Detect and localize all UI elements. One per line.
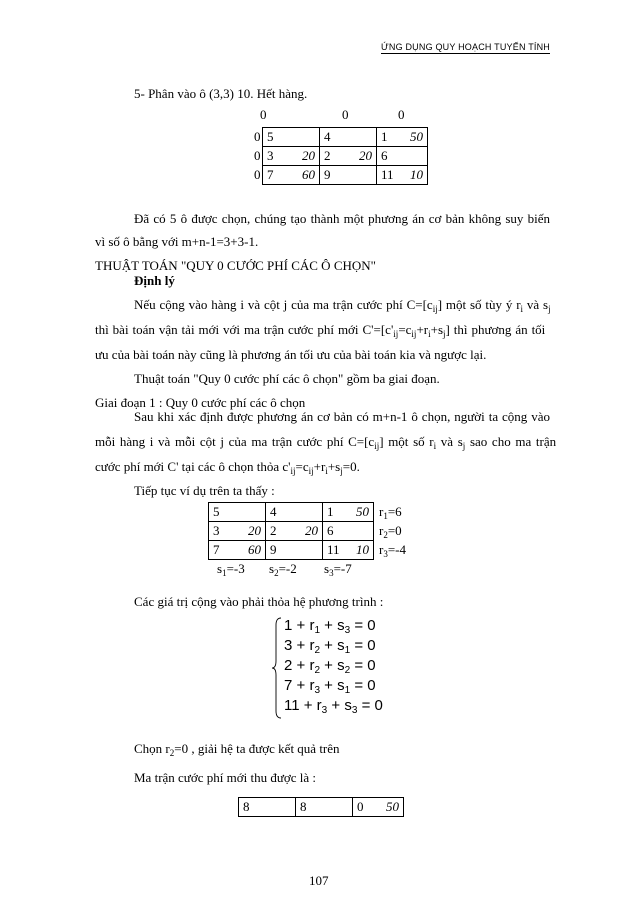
- system-intro: Các giá trị cộng vào phải thỏa hệ phương trình :: [134, 594, 384, 609]
- table1-row-label: 0: [254, 148, 261, 163]
- cell-cost: 5: [213, 504, 220, 519]
- cell-cost: 11: [327, 542, 340, 557]
- phase1-line-2: mỗi hàng i và mỗi cột j của ma trận cước phí $C=[c_{ij}]$ một số $r_i$ và $s_j$ sao cho ma trận: [95, 434, 557, 451]
- equation-line: $2 + r_2 + s_2 = 0$: [284, 657, 376, 676]
- cell-cost: 8: [300, 799, 307, 814]
- phase1-title: Giai đoạn 1 : Quy 0 cước phí các ô chọn: [95, 395, 306, 410]
- table1-col-header: 0: [260, 107, 267, 122]
- cell-cost: 2: [324, 148, 331, 163]
- cell-cost: 3: [213, 523, 220, 538]
- equation-line: $11 + r_3 + s_3 = 0$: [284, 697, 383, 716]
- cell-cost: 5: [267, 129, 274, 144]
- theorem-line-3: ưu của bài toán này cũng là phương án tối ưu của bài toán kia và ngược lại.: [95, 347, 487, 362]
- cell-alloc: 20: [359, 148, 372, 163]
- paragraph-line: vì số ô bằng với m+n-1=3+3-1.: [95, 234, 259, 249]
- s-value: $s_1=-3$: [217, 561, 245, 578]
- theorem-line-2: thì bài toán vận tải mới với ma trận cước phí mới $C'=[c'_{ij}=c_{ij}+r_i+s_j]$ thì phương án tối: [95, 322, 546, 339]
- cell-cost: 2: [270, 523, 277, 538]
- table-row: [209, 503, 374, 522]
- cell-cost: 7: [213, 542, 220, 557]
- table-row: [263, 166, 428, 185]
- theorem-line-1: Nếu cộng vào hàng i và cột j của ma trận cước phí $C=[c_{ij}]$ một số tùy ý $r_i$ và $s_j$: [134, 297, 551, 314]
- table-row: [209, 541, 374, 560]
- cell-alloc: 60: [302, 167, 315, 182]
- left-brace-icon: [272, 617, 282, 719]
- cell-alloc: 50: [356, 504, 369, 519]
- cell-cost: 1: [381, 129, 388, 144]
- r-value: $r_1=6$: [379, 504, 402, 521]
- cell-alloc: 50: [386, 799, 399, 814]
- cell-cost: 9: [324, 167, 331, 182]
- table-row: [209, 522, 374, 541]
- cell-cost: 6: [381, 148, 388, 163]
- cell-cost: 6: [327, 523, 334, 538]
- cell-cost: 8: [243, 799, 250, 814]
- s-value: $s_2=-2$: [269, 561, 297, 578]
- r-value: $r_3=-4$: [379, 542, 407, 559]
- cell-alloc: 20: [248, 523, 261, 538]
- equation-line: $3 + r_2 + s_1 = 0$: [284, 637, 376, 656]
- r-value: $r_2=0$: [379, 523, 402, 540]
- table2: [208, 502, 374, 560]
- cell-cost: 11: [381, 167, 394, 182]
- theorem-heading: Định lý: [134, 273, 175, 288]
- cell-alloc: 60: [248, 542, 261, 557]
- cell-alloc: 20: [305, 523, 318, 538]
- phase1-line-3: cước phí mới C' tại các ô chọn thỏa $c'_{ij}=c_{ij}+r_i+s_j=0$.: [95, 459, 360, 476]
- cell-alloc: 10: [356, 542, 369, 557]
- algorithm-title: THUẬT TOÁN "QUY 0 CƯỚC PHÍ CÁC Ô CHỌN": [95, 258, 376, 273]
- choose-line: Chọn $r_2=0$ , giải hệ ta được kết quả trên: [134, 741, 340, 758]
- table1-col-header: 0: [342, 107, 349, 122]
- cell-cost: 7: [267, 167, 274, 182]
- cell-cost: 0: [357, 799, 364, 814]
- algorithm-description: Thuật toán "Quy 0 cước phí các ô chọn" gồm ba giai đoạn.: [134, 371, 440, 386]
- paragraph-line: Đã có 5 ô được chọn, chúng tạo thành một phương án cơ bản không suy biến: [134, 211, 550, 226]
- cell-cost: 1: [327, 504, 334, 519]
- table-row: [239, 798, 404, 817]
- equation-line: $1 + r_1 + s_3 = 0$: [284, 617, 376, 636]
- example-intro: Tiếp tục ví dụ trên ta thấy :: [134, 483, 275, 498]
- table-row: [263, 128, 428, 147]
- table3: [238, 797, 404, 817]
- phase1-line-1: Sau khi xác định được phương án cơ bản có m+n-1 ô chọn, người ta cộng vào: [134, 409, 550, 424]
- s-value: $s_3=-7$: [324, 561, 352, 578]
- table-row: [263, 147, 428, 166]
- new-matrix-intro: Ma trận cước phí mới thu được là :: [134, 770, 317, 785]
- cell-alloc: 10: [410, 167, 423, 182]
- cell-cost: 3: [267, 148, 274, 163]
- cell-alloc: 20: [302, 148, 315, 163]
- cell-alloc: 50: [410, 129, 423, 144]
- table1: [262, 127, 428, 185]
- cell-cost: 9: [270, 542, 277, 557]
- table1-row-label: 0: [254, 167, 261, 182]
- equation-line: $7 + r_3 + s_1 = 0$: [284, 677, 376, 696]
- step-5-text: 5- Phân vào ô (3,3) 10. Hết hàng.: [134, 86, 308, 101]
- cell-cost: 4: [324, 129, 331, 144]
- cell-cost: 4: [270, 504, 277, 519]
- table1-row-label: 0: [254, 129, 261, 144]
- running-header: ỨNG DỤNG QUY HOẠCH TUYẾN TÍNH: [380, 42, 550, 52]
- page-number: 107: [309, 873, 329, 888]
- table1-col-header: 0: [398, 107, 405, 122]
